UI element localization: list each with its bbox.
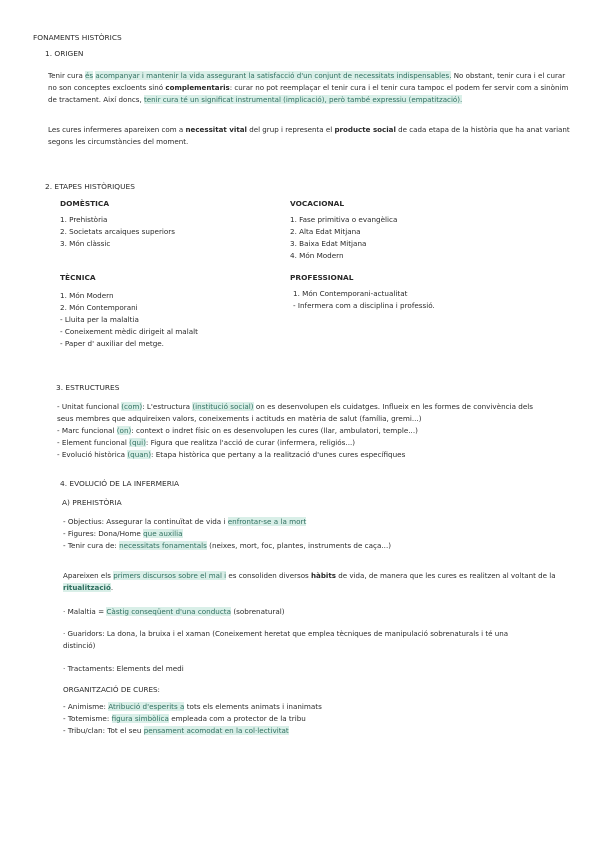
text: (sobrenatural) xyxy=(231,607,285,616)
text: : Etapa històrica que pertany a la realització d'unes cures específiques xyxy=(151,450,406,459)
list-item xyxy=(63,528,391,540)
stage-domestica xyxy=(60,198,175,250)
text: : Figura que realitza l'acció de curar (infermera, religiós...) xyxy=(145,438,356,447)
text-highlight: enfrontar-se a la mort xyxy=(227,517,307,526)
text: Les cures infermeres apareixen com a xyxy=(48,125,186,134)
subsection-prehistoria: A) PREHISTÒRIA xyxy=(62,498,122,507)
text: : curar no pot reemplaçar el tenir cura i el tenir cura tampoc el podem fer servir com a sinònim de tractament. Així doncs, xyxy=(48,83,569,105)
list-item: 2. Societats arcaiques superiors xyxy=(60,227,175,236)
text-highlight: pensament acomodat en la col·lectivitat xyxy=(143,726,289,735)
text-highlight: (com) xyxy=(121,402,143,411)
list-item xyxy=(63,725,322,737)
text-highlight: que auxilia xyxy=(143,529,183,538)
text: - Figures: Dona/Home xyxy=(63,529,144,538)
text: - Animisme: xyxy=(63,702,109,711)
organitzacio-list xyxy=(63,701,322,737)
text-bold: hàbits xyxy=(311,571,336,580)
text-bold: complementaris xyxy=(165,83,230,93)
list-item: 3. Baixa Edat Mitjana xyxy=(290,239,367,248)
text-highlight: (on) xyxy=(116,426,132,435)
list-item xyxy=(63,516,391,528)
page-title: FONAMENTS HISTÒRICS xyxy=(33,33,122,42)
list-item: 2. Món Contemporani xyxy=(60,303,138,312)
text: de vida, de manera que les cures es realitzen al voltant de la xyxy=(335,571,556,580)
list-item xyxy=(63,713,322,725)
list-item: 1. Món Modern xyxy=(60,291,114,300)
text: - Tenir cura de: xyxy=(63,541,120,550)
stage-professional xyxy=(290,272,435,312)
text: de cada etapa de la història que ha anat variant segons les circumstàncies del moment. xyxy=(48,125,570,147)
organitzacio-heading: ORGANITZACIÓ DE CURES: xyxy=(63,685,160,694)
text-highlight: Càstig conseqüent d'una conducta xyxy=(106,607,232,616)
text-highlight: tenir cura té un significat instrumental (implicació), però també expressiu (empatització). xyxy=(143,95,463,105)
text-highlight: figura simbòlica xyxy=(111,714,169,723)
paragraph-discursos xyxy=(63,570,573,594)
list-item xyxy=(63,701,322,713)
text: (neixes, mort, foc, plantes, instruments de caça...) xyxy=(206,541,392,550)
text: No obstant, tenir cura i el curar no son conceptes excloents sinó xyxy=(48,71,566,93)
text: . xyxy=(110,583,114,593)
text: es consoliden diversos xyxy=(226,571,311,580)
list-item: 1. Prehistòria xyxy=(60,215,108,224)
section-heading-evolucio: 4. EVOLUCIÓ DE LA INFERMERIA xyxy=(60,479,180,488)
guaridors-paragraph: · Guaridors: La dona, la bruixa i el xaman (Coneixement heretat que emplea tècniques de manipulació sobrenaturals i té una distinció) xyxy=(63,629,509,651)
paragraph-tenir-cura xyxy=(48,70,570,107)
stage-title: PROFESSIONAL xyxy=(290,273,354,282)
stage-title: TÈCNICA xyxy=(60,273,96,282)
section-heading-etapes: 2. ETAPES HISTÒRIQUES xyxy=(45,182,135,191)
list-item xyxy=(57,425,577,437)
paragraph-cures-infermeres xyxy=(48,124,570,148)
list-item: 4. Món Modern xyxy=(290,251,344,260)
malaltia-line xyxy=(63,606,285,618)
text-highlight: (qui) xyxy=(129,438,146,447)
text: on es desenvolupen els cuidatges. Influeix en les formes de convivència dels xyxy=(253,402,533,411)
structures-list xyxy=(57,401,577,461)
text-highlight: (institució social) xyxy=(192,402,254,411)
text: Apareixen els xyxy=(63,571,114,580)
list-item xyxy=(57,449,577,461)
list-item: - Coneixement mèdic dirigeit al malalt xyxy=(60,327,198,336)
stage-title: DOMÈSTICA xyxy=(60,199,110,208)
text: - Objectius: Assegurar la continuïtat de vida i xyxy=(63,517,228,526)
text: - Evolució històrica xyxy=(57,450,128,459)
list-item: - Lluita per la malaltia xyxy=(60,315,139,324)
text: - Marc funcional xyxy=(57,426,117,435)
text: - Tribu/clan: Tot el seu xyxy=(63,726,144,735)
text: tots els elements animats i inanimats xyxy=(184,702,322,711)
list-item xyxy=(57,401,577,413)
list-item: - Infermera com a disciplina i professió. xyxy=(293,301,435,310)
tractaments-line: · Tractaments: Elements del medi xyxy=(63,664,184,673)
list-item xyxy=(63,540,391,552)
text-highlight: primers discursos sobre el mal i xyxy=(113,571,227,580)
list-item: 3. Món clàssic xyxy=(60,239,111,248)
text: - Totemisme: xyxy=(63,714,112,723)
text: - Unitat funcional xyxy=(57,402,122,411)
list-item: 1. Món Contemporani-actualitat xyxy=(293,289,408,298)
list-item: 1. Fase primitiva o evangèlica xyxy=(290,215,398,224)
text-highlight: (quan) xyxy=(127,450,152,459)
text: : context o indret físic on es desenvolupen les cures (llar, ambulatori, temple...) xyxy=(131,426,418,435)
text-highlight: és xyxy=(85,71,94,80)
text-highlight: necessitats fonamentals xyxy=(119,541,207,550)
text-highlight: acompanyar i mantenir la vida assegurant la satisfacció d'un conjunt de necessitats indispensables. xyxy=(95,71,452,80)
text-bold: producte social xyxy=(334,125,396,134)
text: : L'estructura xyxy=(142,402,193,411)
list-item: - Paper d' auxiliar del metge. xyxy=(60,339,164,348)
section-heading-estructures: 3. ESTRUCTURES xyxy=(56,383,120,392)
text: del grup i representa el xyxy=(246,125,335,134)
list-item: 2. Alta Edat Mitjana xyxy=(290,227,361,236)
stage-tecnica xyxy=(60,272,198,350)
text: - Element funcional xyxy=(57,438,130,447)
prehistoria-list xyxy=(63,516,391,552)
text-bold-highlight: ritualització xyxy=(63,583,111,593)
stage-vocacional xyxy=(290,198,397,262)
section-heading-origen: 1. ORIGEN xyxy=(45,49,84,58)
text-highlight: Atribució d'esperits a xyxy=(108,702,185,711)
text-bold: necessitat vital xyxy=(185,125,247,134)
list-item: seus membres que adquireixen valors, coneixements i actituds en matèria de salut (família, gremi...) xyxy=(57,414,422,423)
text: empleada com a protector de la tribu xyxy=(168,714,306,723)
text: · Malaltia = xyxy=(63,607,107,616)
stage-title: VOCACIONAL xyxy=(290,199,345,208)
list-item xyxy=(57,437,577,449)
text: Tenir cura xyxy=(48,71,86,80)
